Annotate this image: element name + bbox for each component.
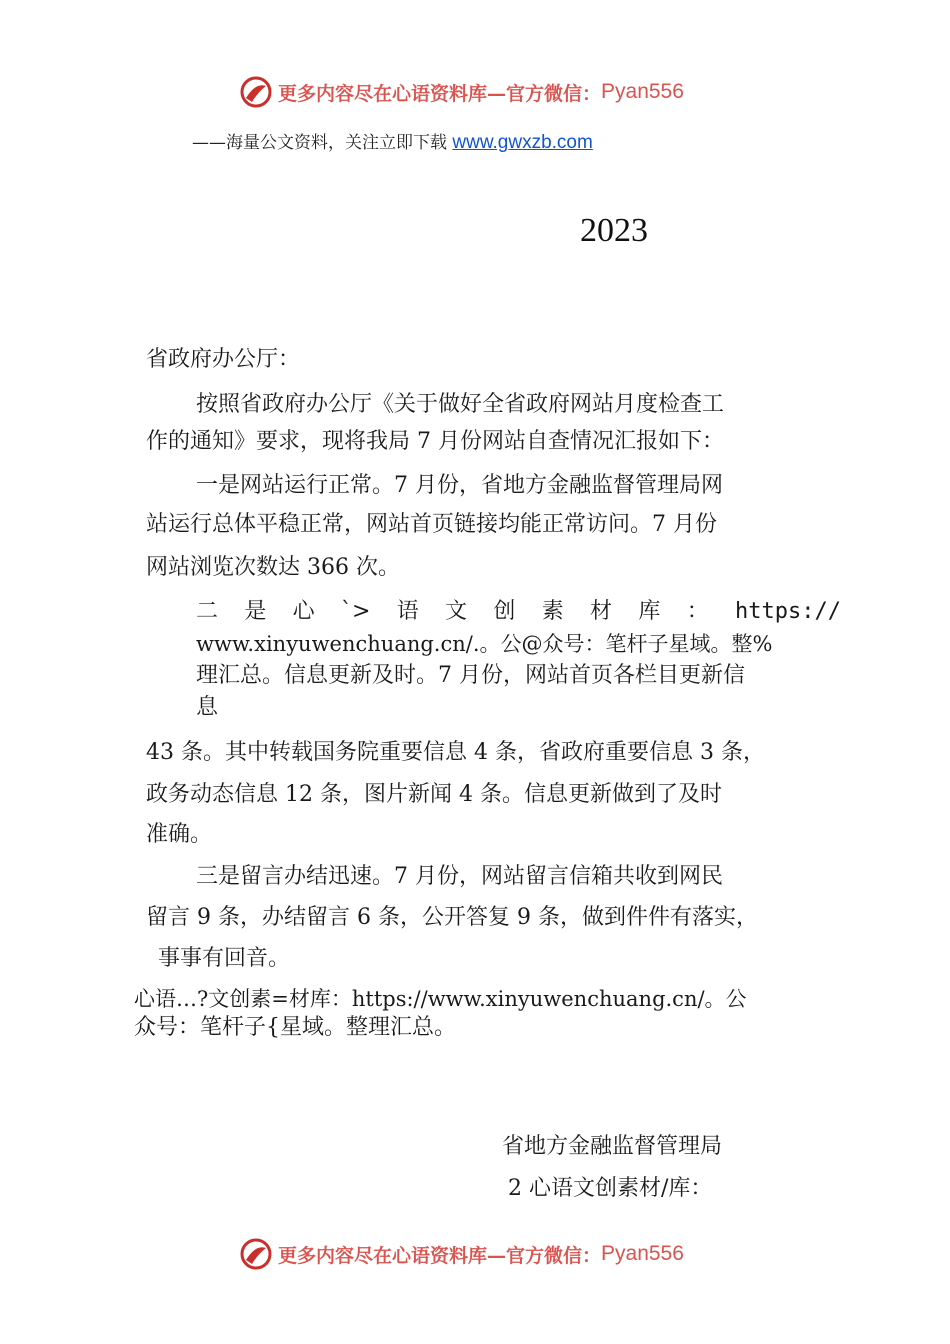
paragraph-line: 准确。 [146,822,213,847]
signature-line: 2 心语文创素材/库： [508,1176,713,1201]
download-subline [192,128,593,154]
spread-char: 二 [196,599,219,624]
paragraph-line: 事事有回音。 [158,946,291,971]
signature-org: 省地方金融监督管理局 [502,1134,723,1159]
download-link[interactable]: www.gwxzb.com [452,132,593,153]
banner-text: 更多内容尽在心语资料库—官方微信： [278,1244,602,1267]
spread-char: 文 [445,599,468,624]
spread-char: 心 [292,599,315,624]
paragraph-line: 站运行总体平稳正常，网站首页链接均能正常访问。7 月份 [146,512,717,537]
spread-char: 创 [493,599,516,624]
note-line: 心语…?文创素=材库：https://www.xinyuwenchuang.cn/。公 [134,987,747,1011]
ink-brush-logo-icon [238,74,274,110]
paragraph-line: 政务动态信息 12 条，图片新闻 4 条。信息更新做到了及时 [146,782,722,807]
paragraph-line: www.xinyuwenchuang.cn/.。公@众号：笔杆子星域。整% [196,632,773,656]
spread-char: 是 [244,599,267,624]
note-line: 众号：笔杆子{星域。整理汇总。 [134,1015,456,1040]
paragraph-line: 按照省政府办公厅《关于做好全省政府网站月度检查工 [196,392,725,417]
spread-char: `> [340,599,371,624]
paragraph-line: 息 [196,695,219,720]
banner-text: 更多内容尽在心语资料库—官方微信： [278,82,602,105]
header-banner [238,72,684,112]
paragraph-line: 三是留言办结迅速。7 月份，网站留言信箱共收到网民 [196,864,723,889]
spread-url: https:// [735,599,841,624]
spread-char: ： [686,599,709,624]
paragraph-line: 作的通知》要求，现将我局 7 月份网站自查情况汇报如下： [146,429,724,454]
paragraph-line: 网站浏览次数达 366 次。 [146,555,400,580]
spread-char: 材 [590,599,613,624]
ink-brush-logo-icon [238,1236,274,1272]
banner-wechat-id: Pyan556 [601,1242,684,1265]
spread-char: 语 [396,599,419,624]
spread-char: 库 [638,599,661,624]
spread-char: 素 [541,599,564,624]
document-year: 2023 [580,212,648,249]
banner-wechat-id: Pyan556 [601,80,684,103]
footer-banner [238,1234,684,1274]
paragraph-line: 一是网站运行正常。7 月份，省地方金融监督管理局网 [196,473,723,498]
paragraph-line: 留言 9 条，办结留言 6 条，公开答复 9 条，做到件件有落实， [146,905,758,930]
spread-line [196,597,841,627]
addressee: 省政府办公厅： [146,347,301,372]
paragraph-line: 理汇总。信息更新及时。7 月份，网站首页各栏目更新信 [196,663,745,688]
subline-text: ——海量公文资料，关注立即下载 [192,133,453,153]
paragraph-line: 43 条。其中转载国务院重要信息 4 条，省政府重要信息 3 条， [146,740,765,765]
